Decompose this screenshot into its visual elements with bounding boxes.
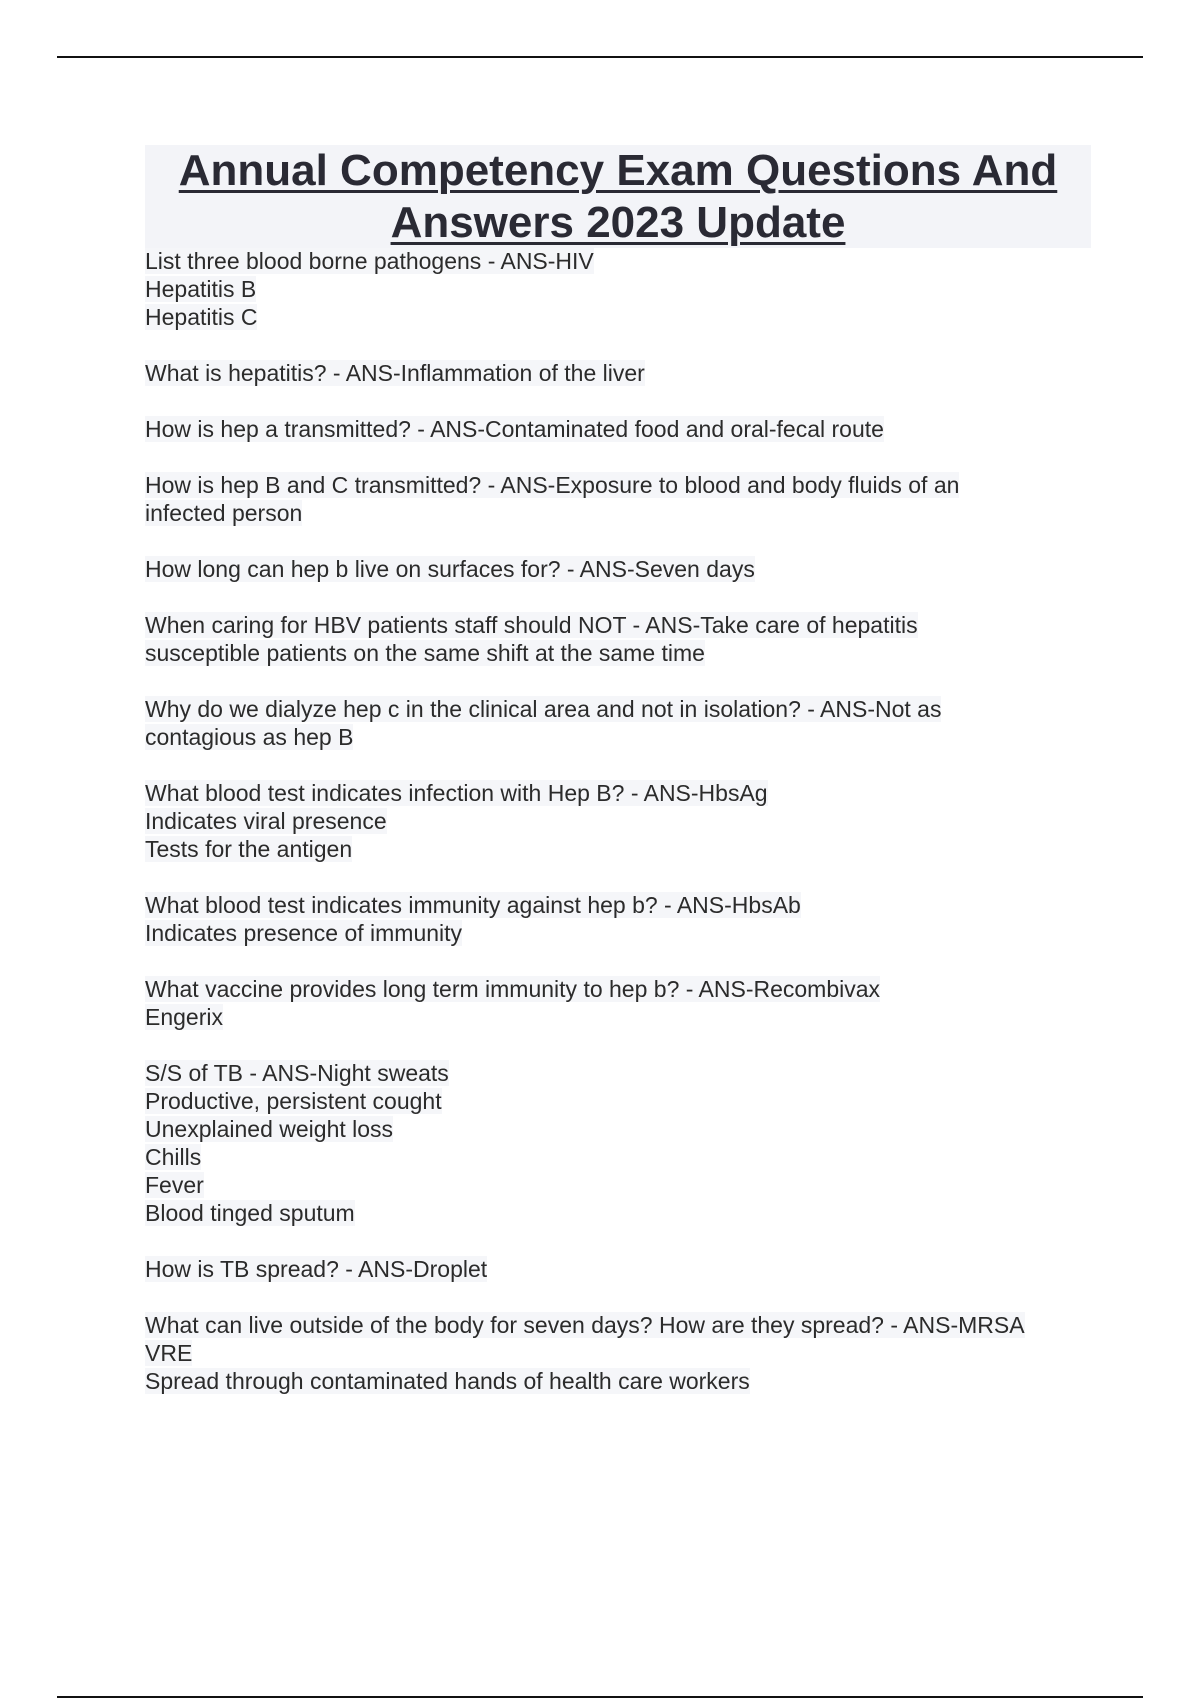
qa-line — [145, 555, 1095, 583]
qa-item — [145, 1255, 1095, 1283]
qa-line-text: Spread through contaminated hands of health care workers — [145, 1368, 750, 1394]
qa-line-text: S/S of TB - ANS-Night sweats — [145, 1060, 449, 1086]
qa-item — [145, 611, 1095, 667]
qa-line-text: Blood tinged sputum — [145, 1200, 355, 1226]
qa-line-text: Indicates presence of immunity — [145, 920, 463, 946]
top-rule — [57, 56, 1143, 58]
qa-line — [145, 499, 1095, 527]
qa-line-text: How is hep a transmitted? - ANS-Contaminated food and oral-fecal route — [145, 416, 884, 442]
qa-line — [145, 359, 1095, 387]
qa-line — [145, 1087, 1095, 1115]
qa-line-text: When caring for HBV patients staff should NOT - ANS-Take care of hepatitis — [145, 612, 918, 638]
qa-item — [145, 779, 1095, 863]
qa-line-text: How is TB spread? - ANS-Droplet — [145, 1256, 488, 1282]
qa-line-text: Indicates viral presence — [145, 808, 387, 834]
qa-line — [145, 891, 1095, 919]
qa-line-text: Engerix — [145, 1004, 223, 1030]
qa-line — [145, 779, 1095, 807]
qa-item — [145, 1059, 1095, 1227]
qa-line — [145, 835, 1095, 863]
qa-line — [145, 919, 1095, 947]
qa-line — [145, 1339, 1095, 1367]
qa-line — [145, 639, 1095, 667]
qa-line-text: What can live outside of the body for seven days? How are they spread? - ANS-MRSA — [145, 1312, 1025, 1338]
qa-line — [145, 975, 1095, 1003]
qa-line — [145, 1199, 1095, 1227]
qa-line-text: Fever — [145, 1172, 204, 1198]
qa-line — [145, 303, 1095, 331]
qa-line — [145, 695, 1095, 723]
qa-line-text: What is hepatitis? - ANS-Inflammation of the liver — [145, 360, 645, 386]
title-line-1: Annual Competency Exam Questions And — [178, 146, 1058, 195]
qa-line-text: infected person — [145, 500, 303, 526]
qa-line-text: Chills — [145, 1144, 202, 1170]
qa-item — [145, 359, 1095, 387]
qa-line-text: What blood test indicates infection with Hep B? - ANS-HbsAg — [145, 780, 768, 806]
qa-line-text: Why do we dialyze hep c in the clinical area and not in isolation? - ANS-Not as — [145, 696, 942, 722]
qa-line — [145, 723, 1095, 751]
qa-line-text: What blood test indicates immunity against hep b? - ANS-HbsAb — [145, 892, 801, 918]
qa-line-text: VRE — [145, 1340, 193, 1366]
qa-line — [145, 471, 1095, 499]
qa-line-text: Hepatitis C — [145, 304, 258, 330]
title-line-2: Answers 2023 Update — [390, 198, 846, 247]
qa-list — [145, 247, 1095, 1423]
qa-item — [145, 891, 1095, 947]
qa-line — [145, 275, 1095, 303]
qa-line-text: List three blood borne pathogens - ANS-HIV — [145, 248, 594, 274]
qa-line — [145, 1115, 1095, 1143]
qa-item — [145, 555, 1095, 583]
qa-line — [145, 1171, 1095, 1199]
qa-line-text: What vaccine provides long term immunity to hep b? - ANS-Recombivax — [145, 976, 881, 1002]
qa-line — [145, 1059, 1095, 1087]
qa-line — [145, 415, 1095, 443]
qa-line — [145, 611, 1095, 639]
qa-line-text: How long can hep b live on surfaces for? - ANS-Seven days — [145, 556, 755, 582]
qa-line-text: contagious as hep B — [145, 724, 354, 750]
qa-item — [145, 415, 1095, 443]
qa-line — [145, 247, 1095, 275]
qa-line — [145, 1367, 1095, 1395]
document-title — [145, 145, 1091, 249]
qa-item — [145, 975, 1095, 1031]
qa-line — [145, 807, 1095, 835]
qa-item — [145, 1311, 1095, 1395]
qa-line — [145, 1311, 1095, 1339]
qa-line-text: Unexplained weight loss — [145, 1116, 394, 1142]
qa-line — [145, 1255, 1095, 1283]
bottom-rule — [57, 1696, 1143, 1698]
qa-item — [145, 471, 1095, 527]
qa-line-text: How is hep B and C transmitted? - ANS-Exposure to blood and body fluids of an — [145, 472, 960, 498]
qa-line-text: Hepatitis B — [145, 276, 257, 302]
qa-line-text: susceptible patients on the same shift at the same time — [145, 640, 705, 666]
qa-line — [145, 1003, 1095, 1031]
qa-line — [145, 1143, 1095, 1171]
qa-item — [145, 695, 1095, 751]
title-block — [145, 145, 1091, 248]
qa-line-text: Tests for the antigen — [145, 836, 353, 862]
qa-item — [145, 247, 1095, 331]
qa-line-text: Productive, persistent cought — [145, 1088, 442, 1114]
